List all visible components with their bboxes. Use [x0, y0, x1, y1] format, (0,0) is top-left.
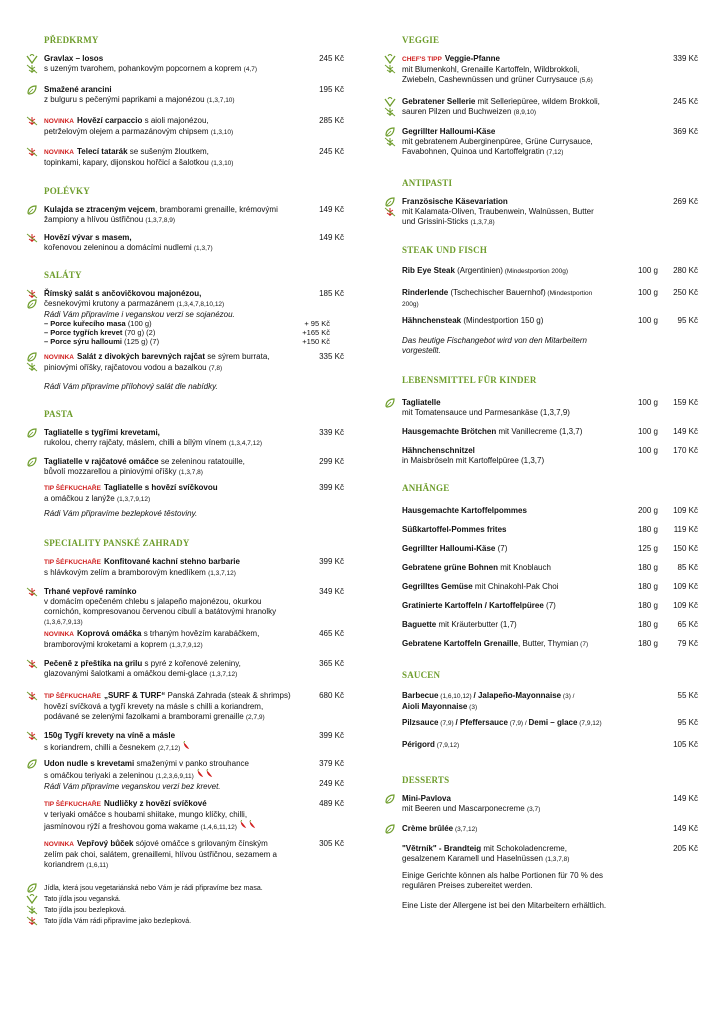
price: 245 Kč [319, 54, 344, 63]
footnote: Eine Liste der Allergene ist bei den Mitarbeitern erhältlich. [402, 901, 607, 910]
menu-item: Gegrillter Halloumi-Käse (7) 125 g 150 Kč [402, 544, 698, 553]
section-title-polevky: POLÉVKY [44, 186, 90, 196]
price: 280 Kč [673, 266, 698, 275]
leaf-icon [384, 824, 396, 844]
portion-size: 100 g [637, 316, 658, 325]
menu-item: NOVINKA Koprová omáčka s trhaným hovězím karabáčkem, bramborovými kroketami a koprem (1,3,7,9,12) 465 Kč [44, 629, 344, 649]
menu-item: Rinderlende (Tschechischer Bauernhof) (Mindestportion 200g) 100 g 250 Kč [402, 288, 698, 308]
vegan-icon [26, 894, 38, 905]
menu-item: Tagliatelle mit Tomatensauce und Parmesankäse (1,3,7,9) 100 g 159 Kč [384, 398, 698, 427]
gluten-free-optional-icon [26, 289, 38, 309]
menu-item: Crème brûlée (3,7,12) 149 Kč [384, 824, 698, 844]
price: 185 Kč [319, 289, 344, 298]
price: 245 Kč [319, 147, 344, 156]
portion-size: 180 g [637, 525, 658, 534]
price: 335 Kč [319, 352, 344, 361]
price: 365 Kč [319, 659, 344, 668]
vegan-icon [384, 97, 396, 117]
section-title-veggie: VEGGIE [402, 35, 440, 45]
menu-item: Hausgemachte Brötchen mit Vanillecreme (1,3,7) 100 g 149 Kč [402, 427, 698, 436]
menu-item: Kulajda se ztraceným vejcem, bramborami grenaille, krémovými žampiony a hlívou ústřičnou (1,3,7,8,9) 149 Kč [26, 205, 344, 233]
section-title-antipasti: ANTIPASTI [402, 178, 453, 188]
menu-item: Süßkartoffel-Pommes frites 180 g 119 Kč [402, 525, 698, 534]
option-list [26, 319, 344, 346]
price: 369 Kč [673, 127, 698, 136]
price: 465 Kč [319, 629, 344, 638]
leaf-icon [26, 457, 38, 477]
menu-item: Périgord (7,9,12) 105 Kč [402, 740, 698, 749]
price: 245 Kč [673, 97, 698, 106]
price: 79 Kč [677, 639, 698, 648]
price: 149 Kč [673, 427, 698, 436]
gluten-free-optional-icon [26, 659, 38, 679]
price: 95 Kč [677, 718, 698, 727]
menu-item: Baguette mit Kräuterbutter (1,7) 180 g 65 Kč [402, 620, 698, 629]
gluten-free-optional-icon [26, 916, 38, 927]
leaf-icon [26, 883, 38, 894]
option-row: – Porce kuřecího masa (100 g) + 95 Kč [44, 319, 330, 328]
portion-size: 180 g [637, 620, 658, 629]
price: 339 Kč [319, 428, 344, 437]
price: 105 Kč [673, 740, 698, 749]
price: 349 Kč [319, 587, 344, 596]
menu-item: TIP ŠÉFKUCHAŘE „SURF & TURF“ Panská Zahrada (steak & shrimps) hovězí svíčková a tygří krevety na másle s chilli a koriandrem, podávané se zelenými fazolkami a bramborami grenaille (2,7,9) 680 Kč [26, 691, 344, 731]
portion-size: 180 g [637, 601, 658, 610]
section-note: Das heutige Fischangebot wird von den Mitarbeitern vorgestellt. [402, 336, 587, 355]
leaf-icon [384, 127, 396, 147]
leaf-icon [384, 794, 396, 814]
menu-item: Hovězí vývar s masem, kořenovou zeleninou a domácími nudlemi (1,3,7) 149 Kč [26, 233, 344, 269]
gluten-free-optional-icon [26, 731, 38, 751]
price: 119 Kč [673, 525, 698, 534]
price: 85 Kč [677, 563, 698, 572]
section-note: Rádi Vám připravíme přílohový salát dle nabídky. [44, 382, 218, 391]
menu-item: "Větrník" - Brandteig mit Schokoladencreme, gesalzenem Karamell und Haselnüssen (1,3,7,8) 205 Kč [402, 844, 698, 863]
legend-row: Tato jídla jsou veganská. [26, 894, 344, 905]
portion-size: 100 g [637, 288, 658, 297]
chili-icon [239, 820, 248, 829]
menu-item: Hähnchenschnitzel in Maisbröseln mit Kartoffelpüree (1,3,7) 100 g 170 Kč [402, 446, 698, 465]
menu-item: NOVINKA Telecí tatarák se sušeným žloutkem, topinkami, kapary, dijonskou hořčicí a šalotkou (1,3,10) 245 Kč [26, 147, 344, 185]
price: 109 Kč [673, 582, 698, 591]
section-title-desserts: DESSERTS [402, 775, 450, 785]
portion-size: 100 g [637, 446, 658, 455]
leaf-icon [26, 205, 38, 225]
menu-item: Trhané vepřové ramínko v domácím opečeném chlebu s jalapeňo majonézou, okurkou cornichón, kompresovanou červenou cibulí a batátovými hranolky (1,3,6,7,9,13) 349 Kč [26, 587, 344, 629]
legend [26, 883, 344, 927]
price: 269 Kč [673, 197, 698, 206]
legend-row: Jídla, která jsou vegetariánská nebo Vám je rádi připravíme bez masa. [26, 883, 344, 894]
legend-row: Tato jídla jsou bezlepková. [26, 905, 344, 916]
price: 305 Kč [319, 839, 344, 848]
price: 399 Kč [319, 557, 344, 566]
menu-item: Gratinierte Kartoffeln / Kartoffelpüree (7) 180 g 109 Kč [402, 601, 698, 610]
leaf-icon [26, 428, 38, 448]
footnote: Einige Gerichte können als halbe Portionen für 70 % des regulären Preises zubereitet werden. [402, 871, 604, 890]
menu-item: NOVINKA Salát z divokých barevných rajčat se sýrem burrata, piniovými oříšky, rajčatovou vodou a bazalkou (7,8) 335 Kč [26, 352, 344, 382]
leaf-icon [384, 197, 396, 217]
gluten-free-optional-icon [26, 233, 38, 253]
price: 379 Kč [319, 759, 344, 768]
portion-size: 180 g [637, 582, 658, 591]
menu-item: Tagliatelle v rajčatové omáčce se zeleninou ratatouille, bůvolí mozzarellou a piniovými oříšky (1,3,7,8) 299 Kč [26, 457, 344, 483]
menu-item: TIP ŠÉFKUCHAŘE Nudličky z hovězí svíčkové v teriyaki omáčce s houbami shiitake, mungo klíčky, chilli, jasmínovou rýží a freshovou goma wakame (1,4,6,11,12) 489 Kč [44, 799, 344, 831]
price: 170 Kč [673, 446, 698, 455]
price: 399 Kč [319, 483, 344, 492]
leaf-icon [26, 759, 38, 779]
section-title-salaty: SALÁTY [44, 270, 82, 280]
menu-column-czech [26, 34, 344, 927]
price: 55 Kč [677, 691, 698, 700]
section-title-speciality: SPECIALITY PANSKÉ ZAHRADY [44, 538, 190, 548]
gluten-free-optional-icon [26, 691, 38, 711]
section-note: Rádi Vám připravíme bezlepkové těstoviny. [44, 509, 198, 518]
price: 680 Kč [319, 691, 344, 700]
legend-row: Tato jídla Vám rádi připravíme jako bezlepková. [26, 916, 344, 927]
vegan-icon [26, 54, 38, 74]
portion-size: 125 g [637, 544, 658, 553]
menu-item: Hähnchensteak (Mindestportion 150 g) 100 g 95 Kč [402, 316, 698, 325]
price: 95 Kč [677, 316, 698, 325]
portion-size: 100 g [637, 427, 658, 436]
leaf-icon [26, 352, 38, 372]
section-title-predkrmy: PŘEDKRMY [44, 35, 99, 45]
gluten-free-optional-icon [26, 587, 38, 607]
menu-item: Barbecue (1,6,10,12) / Jalapeño-Mayonnaise (3) / Aioli Mayonnaise (3) 55 Kč [402, 691, 698, 711]
section-title-kinder: LEBENSMITTEL FÜR KINDER [402, 375, 537, 385]
menu-item: 150g Tygří krevety na víně a másle s koriandrem, chilli a česnekem (2,7,12) 399 Kč [26, 731, 344, 759]
price: 65 Kč [677, 620, 698, 629]
vegan-icon [384, 54, 396, 74]
menu-item: Französische Käsevariation mit Kalamata-Oliven, Traubenwein, Walnüssen, Butter und Grissini-Sticks (1,3,7,8) 269 Kč [384, 197, 698, 244]
menu-item: CHEF'S TIPP Veggie-Pfanne mit Blumenkohl, Grenaille Kartoffeln, Wildbrokkoli, Zwiebeln, Cashewnüssen und grüner Currysauce (5,6) 339 Kč [384, 54, 698, 97]
menu-item: Gravlax – losos s uzeným tvarohem, pohankovým popcornem a koprem (4,7) 245 Kč [26, 54, 344, 85]
price: 109 Kč [673, 601, 698, 610]
section-title-pasta: PASTA [44, 409, 74, 419]
menu-item: Hausgemachte Kartoffelpommes 200 g 109 Kč [402, 506, 698, 515]
price: 149 Kč [319, 233, 344, 242]
price: 149 Kč [673, 794, 698, 803]
price: 149 Kč [319, 205, 344, 214]
chili-icon [196, 769, 205, 778]
menu-item: Gebratene grüne Bohnen mit Knoblauch 180 g 85 Kč [402, 563, 698, 572]
menu-item: Pečeně z přeštíka na grilu s pyré z kořenové zeleniny, glazovanými šalotkami a omáčkou demi-glace (1,3,7,12) 365 Kč [26, 659, 344, 691]
leaf-icon [26, 85, 38, 105]
price: 285 Kč [319, 116, 344, 125]
gluten-free-optional-icon [26, 147, 38, 167]
menu-column-german [384, 34, 698, 911]
price: 489 Kč [319, 799, 344, 808]
section-title-anhange: ANHÄNGE [402, 483, 450, 493]
price: 109 Kč [673, 506, 698, 515]
menu-item: NOVINKA Vepřový bůček sójové omáčce s grilovaným čínským zelím pak choi, salátem, grenaillemi, hlívou ústřičnou, sezamem a koriandrem (1,6,11) 305 Kč [44, 839, 344, 869]
portion-size: 100 g [637, 266, 658, 275]
menu-item: Mini-Pavlova mit Beeren und Mascarponecreme (3,7) 149 Kč [384, 794, 698, 824]
section-title-steak: STEAK UND FISCH [402, 245, 488, 255]
section-title-saucen: SAUCEN [402, 670, 441, 680]
menu-item: TIP ŠÉFKUCHAŘE Konfitované kachní stehno barbarie s hlávkovým zelím a bramborovým knedlíkem (1,3,7,12) 399 Kč [44, 557, 344, 577]
menu-item: Římský salát s ančovičkovou majonézou, česnekovými krutony a parmazánem (1,3,4,7,8,10,12) Rádi Vám připravíme i veganskou verzi se sojanézou. 185 Kč [26, 289, 344, 319]
menu-item: Gegrillter Halloumi-Käse mit gebratenem Auberginenpüree, Grüne Currysauce, Favabohnen, Quinoa und Kartoffelgratin (7,12) 369 Kč [384, 127, 698, 177]
portion-size: 200 g [637, 506, 658, 515]
price: 339 Kč [673, 54, 698, 63]
option-row: – Porce tygřích krevet (70 g) (2) +165 Kč [44, 328, 330, 337]
price: 159 Kč [673, 398, 698, 407]
price: 299 Kč [319, 457, 344, 466]
menu-item: Rib Eye Steak (Argentinien) (Mindestportion 200g) 100 g 280 Kč [402, 266, 698, 275]
gluten-free-icon [26, 905, 38, 916]
chili-icon [248, 820, 257, 829]
price: 195 Kč [319, 85, 344, 94]
menu-item: Gebratene Kartoffeln Grenaille, Butter, Thymian (7) 180 g 79 Kč [402, 639, 698, 648]
price: 249 Kč [319, 779, 344, 788]
price: 205 Kč [673, 844, 698, 853]
menu-item: NOVINKA Hovězí carpaccio s aioli majonézou, petrželovým olejem a parmazánovým chipsem (1,3,10) 285 Kč [26, 116, 344, 147]
portion-size: 100 g [637, 398, 658, 407]
price: 399 Kč [319, 731, 344, 740]
menu-item: Smažené arancini z bulguru s pečenými paprikami a majonézou (1,3,7,10) 195 Kč [26, 85, 344, 116]
chili-icon [182, 741, 191, 750]
menu-item: Pilzsauce (7,9) / Pfeffersauce (7,9) / Demi – glace (7,9,12) 95 Kč [402, 718, 698, 727]
option-row: – Porce sýru halloumi (125 g) (7) +150 Kč [44, 337, 330, 346]
menu-item: Udon nudle s krevetami smaženými v panko strouhance s omáčkou teriyaki a zeleninou (1,2,3,6,9,11) Rádi Vám připravíme veganskou verzi bez krevet. 379 Kč 249 Kč [26, 759, 344, 799]
menu-item: TIP ŠÉFKUCHAŘE Tagliatelle s hovězí svíčkovou a omáčkou z lanýže (1,3,7,9,12) 399 Kč [44, 483, 344, 503]
portion-size: 180 g [637, 563, 658, 572]
menu-item: Tagliatelle s tygřími krevetami, rukolou, cherry rajčaty, máslem, chilli a bílým vínem (1,3,4,7,12) 339 Kč [26, 428, 344, 457]
menu-item: Gebratener Sellerie mit Selleriepüree, wildem Brokkoli, sauren Pilzen und Buchweizen (8,9,10) 245 Kč [384, 97, 698, 127]
gluten-free-optional-icon [26, 116, 38, 136]
menu-item: Gegrilltes Gemüse mit Chinakohl-Pak Choi 180 g 109 Kč [402, 582, 698, 591]
price: 250 Kč [673, 288, 698, 297]
price: 149 Kč [673, 824, 698, 833]
portion-size: 180 g [637, 639, 658, 648]
price: 150 Kč [673, 544, 698, 553]
leaf-icon [384, 398, 396, 418]
chili-icon [205, 769, 214, 778]
